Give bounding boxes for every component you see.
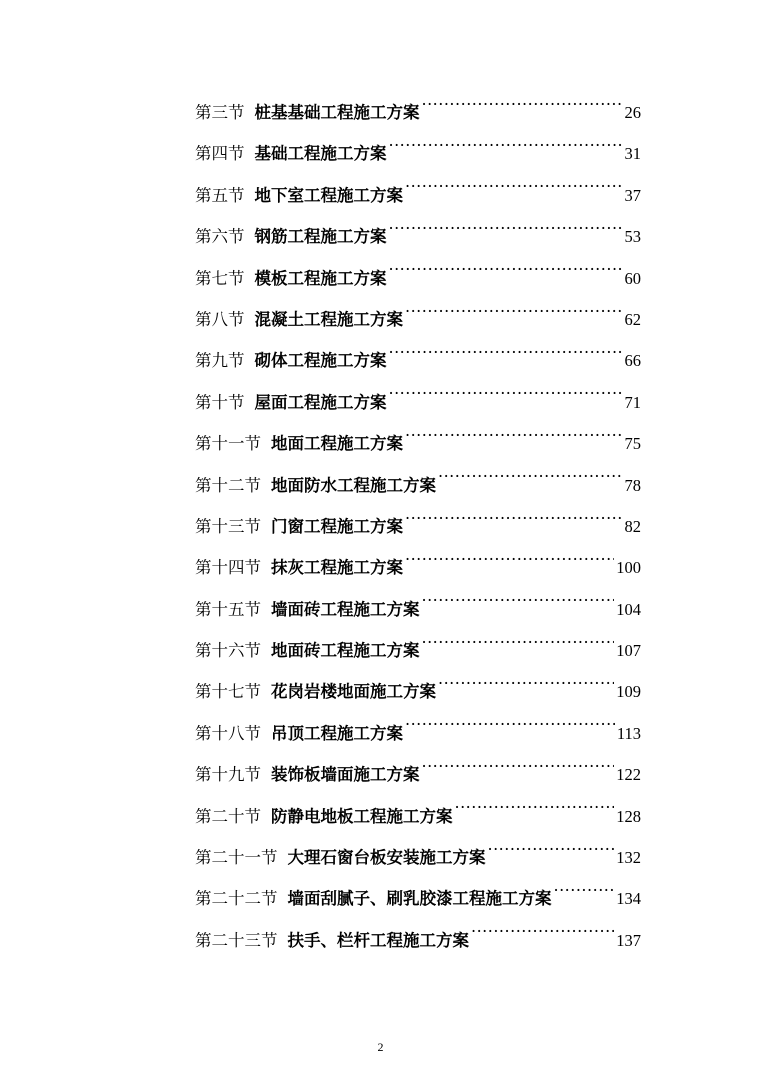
toc-entry[interactable] [195,920,641,961]
toc-page-ref: 128 [616,806,641,826]
toc-page-ref: 104 [616,599,641,619]
toc-section-number: 第十三节 [195,516,261,536]
toc-entry[interactable] [195,92,641,133]
toc-page-ref: 137 [616,930,641,950]
toc-page-ref: 66 [624,351,641,371]
toc-page-ref: 71 [624,392,641,412]
toc-dot-leader [389,226,623,243]
toc-dot-leader [405,722,615,739]
toc-section-number: 第十二节 [195,475,261,495]
toc-section-title: 基础工程施工方案 [254,144,387,164]
toc-entry[interactable] [195,423,641,464]
toc-dot-leader [422,764,615,781]
toc-section-number: 第七节 [195,268,245,288]
page-number: 2 [377,1040,384,1054]
toc-section-title: 墙面刮腻子、刷乳胶漆工程施工方案 [287,889,552,909]
toc-dot-leader [389,391,623,408]
toc-section-title: 抹灰工程施工方案 [271,558,403,578]
toc-section-number: 第十节 [195,392,245,412]
toc-dot-leader [422,640,615,657]
toc-section-title: 门窗工程施工方案 [271,516,403,536]
toc-section-number: 第十一节 [195,434,261,454]
toc-entry[interactable] [195,258,641,299]
toc-dot-leader [405,433,623,450]
toc-entry[interactable] [195,216,641,257]
toc-section-number: 第十六节 [195,641,261,661]
toc-page-ref: 37 [624,185,641,205]
toc-section-number: 第十九节 [195,765,261,785]
toc-dot-leader [438,474,623,491]
toc-section-title: 吊顶工程施工方案 [271,723,403,743]
toc-entry[interactable] [195,671,641,712]
toc-section-title: 地面工程施工方案 [271,434,403,454]
toc-entry[interactable] [195,382,641,423]
toc-dot-leader [389,143,623,160]
toc-page-ref: 78 [624,475,641,495]
toc-section-title: 桩基基础工程施工方案 [254,103,420,122]
toc-dot-leader [405,308,623,325]
toc-dot-leader [389,267,623,284]
toc-section-title: 大理石窗台板安装施工方案 [287,848,486,868]
toc-section-number: 第八节 [195,309,245,329]
toc-entry[interactable] [195,506,641,547]
toc-section-title: 地下室工程施工方案 [254,185,403,205]
toc-dot-leader [422,102,623,119]
toc-section-title: 地面砖工程施工方案 [271,641,420,661]
toc-dot-leader [471,929,614,946]
toc-section-title: 墙面砖工程施工方案 [271,599,420,619]
toc-section-title: 地面防水工程施工方案 [271,475,436,495]
toc-section-title: 扶手、栏杆工程施工方案 [287,930,469,950]
toc-section-title: 花岗岩楼地面施工方案 [271,682,436,702]
toc-page-ref: 107 [616,641,641,661]
toc-section-title: 砌体工程施工方案 [254,351,387,371]
toc-section-title: 防静电地板工程施工方案 [271,806,453,826]
toc-dot-leader [554,888,615,905]
toc-page-ref: 60 [624,268,641,288]
toc-section-number: 第二十二节 [195,889,278,909]
toc-entry[interactable] [195,589,641,630]
toc-entry[interactable] [195,133,641,174]
toc-page-ref: 122 [616,765,641,785]
toc-page-ref: 100 [616,558,641,578]
toc-page-ref: 134 [616,889,641,909]
toc-entry[interactable] [195,754,641,795]
toc-section-number: 第五节 [195,185,245,205]
toc-dot-leader [455,805,615,822]
toc-section-number: 第二十三节 [195,930,278,950]
toc-page-ref: 109 [616,682,641,702]
toc-page-ref: 62 [624,309,641,329]
toc-section-number: 第二十一节 [195,848,278,868]
toc-dot-leader [405,557,614,574]
toc-dot-leader [422,598,615,615]
table-of-contents [195,92,641,961]
toc-page-ref: 113 [616,723,641,743]
toc-dot-leader [438,681,614,698]
toc-entry[interactable] [195,837,641,878]
toc-section-number: 第十四节 [195,558,261,578]
toc-page-ref: 53 [624,227,641,247]
toc-dot-leader [405,184,623,201]
toc-section-number: 第四节 [195,144,245,164]
toc-page-ref: 132 [616,848,641,868]
toc-section-title: 屋面工程施工方案 [254,392,387,412]
toc-entry[interactable] [195,878,641,919]
toc-section-number: 第六节 [195,227,245,247]
toc-section-number: 第十八节 [195,723,261,743]
toc-dot-leader [488,847,615,864]
toc-entry[interactable] [195,299,641,340]
toc-page-ref: 75 [624,434,641,454]
toc-entry[interactable] [195,175,641,216]
toc-section-number: 第十五节 [195,599,261,619]
toc-dot-leader [389,350,623,367]
toc-section-title: 钢筋工程施工方案 [254,227,387,247]
toc-entry[interactable] [195,713,641,754]
toc-entry[interactable] [195,796,641,837]
toc-section-number: 第三节 [195,103,245,122]
toc-dot-leader [405,515,623,532]
toc-page-ref: 26 [624,103,641,122]
toc-section-number: 第十七节 [195,682,261,702]
toc-section-title: 模板工程施工方案 [254,268,387,288]
toc-section-title: 混凝土工程施工方案 [254,309,403,329]
toc-entry[interactable] [195,547,641,588]
toc-page-ref: 82 [624,516,641,536]
toc-entry[interactable] [195,465,641,506]
toc-entry[interactable] [195,630,641,671]
toc-entry[interactable] [195,340,641,381]
toc-page-ref: 31 [624,144,641,164]
toc-section-number: 第九节 [195,351,245,371]
toc-section-number: 第二十节 [195,806,261,826]
toc-section-title: 装饰板墙面施工方案 [271,765,420,785]
